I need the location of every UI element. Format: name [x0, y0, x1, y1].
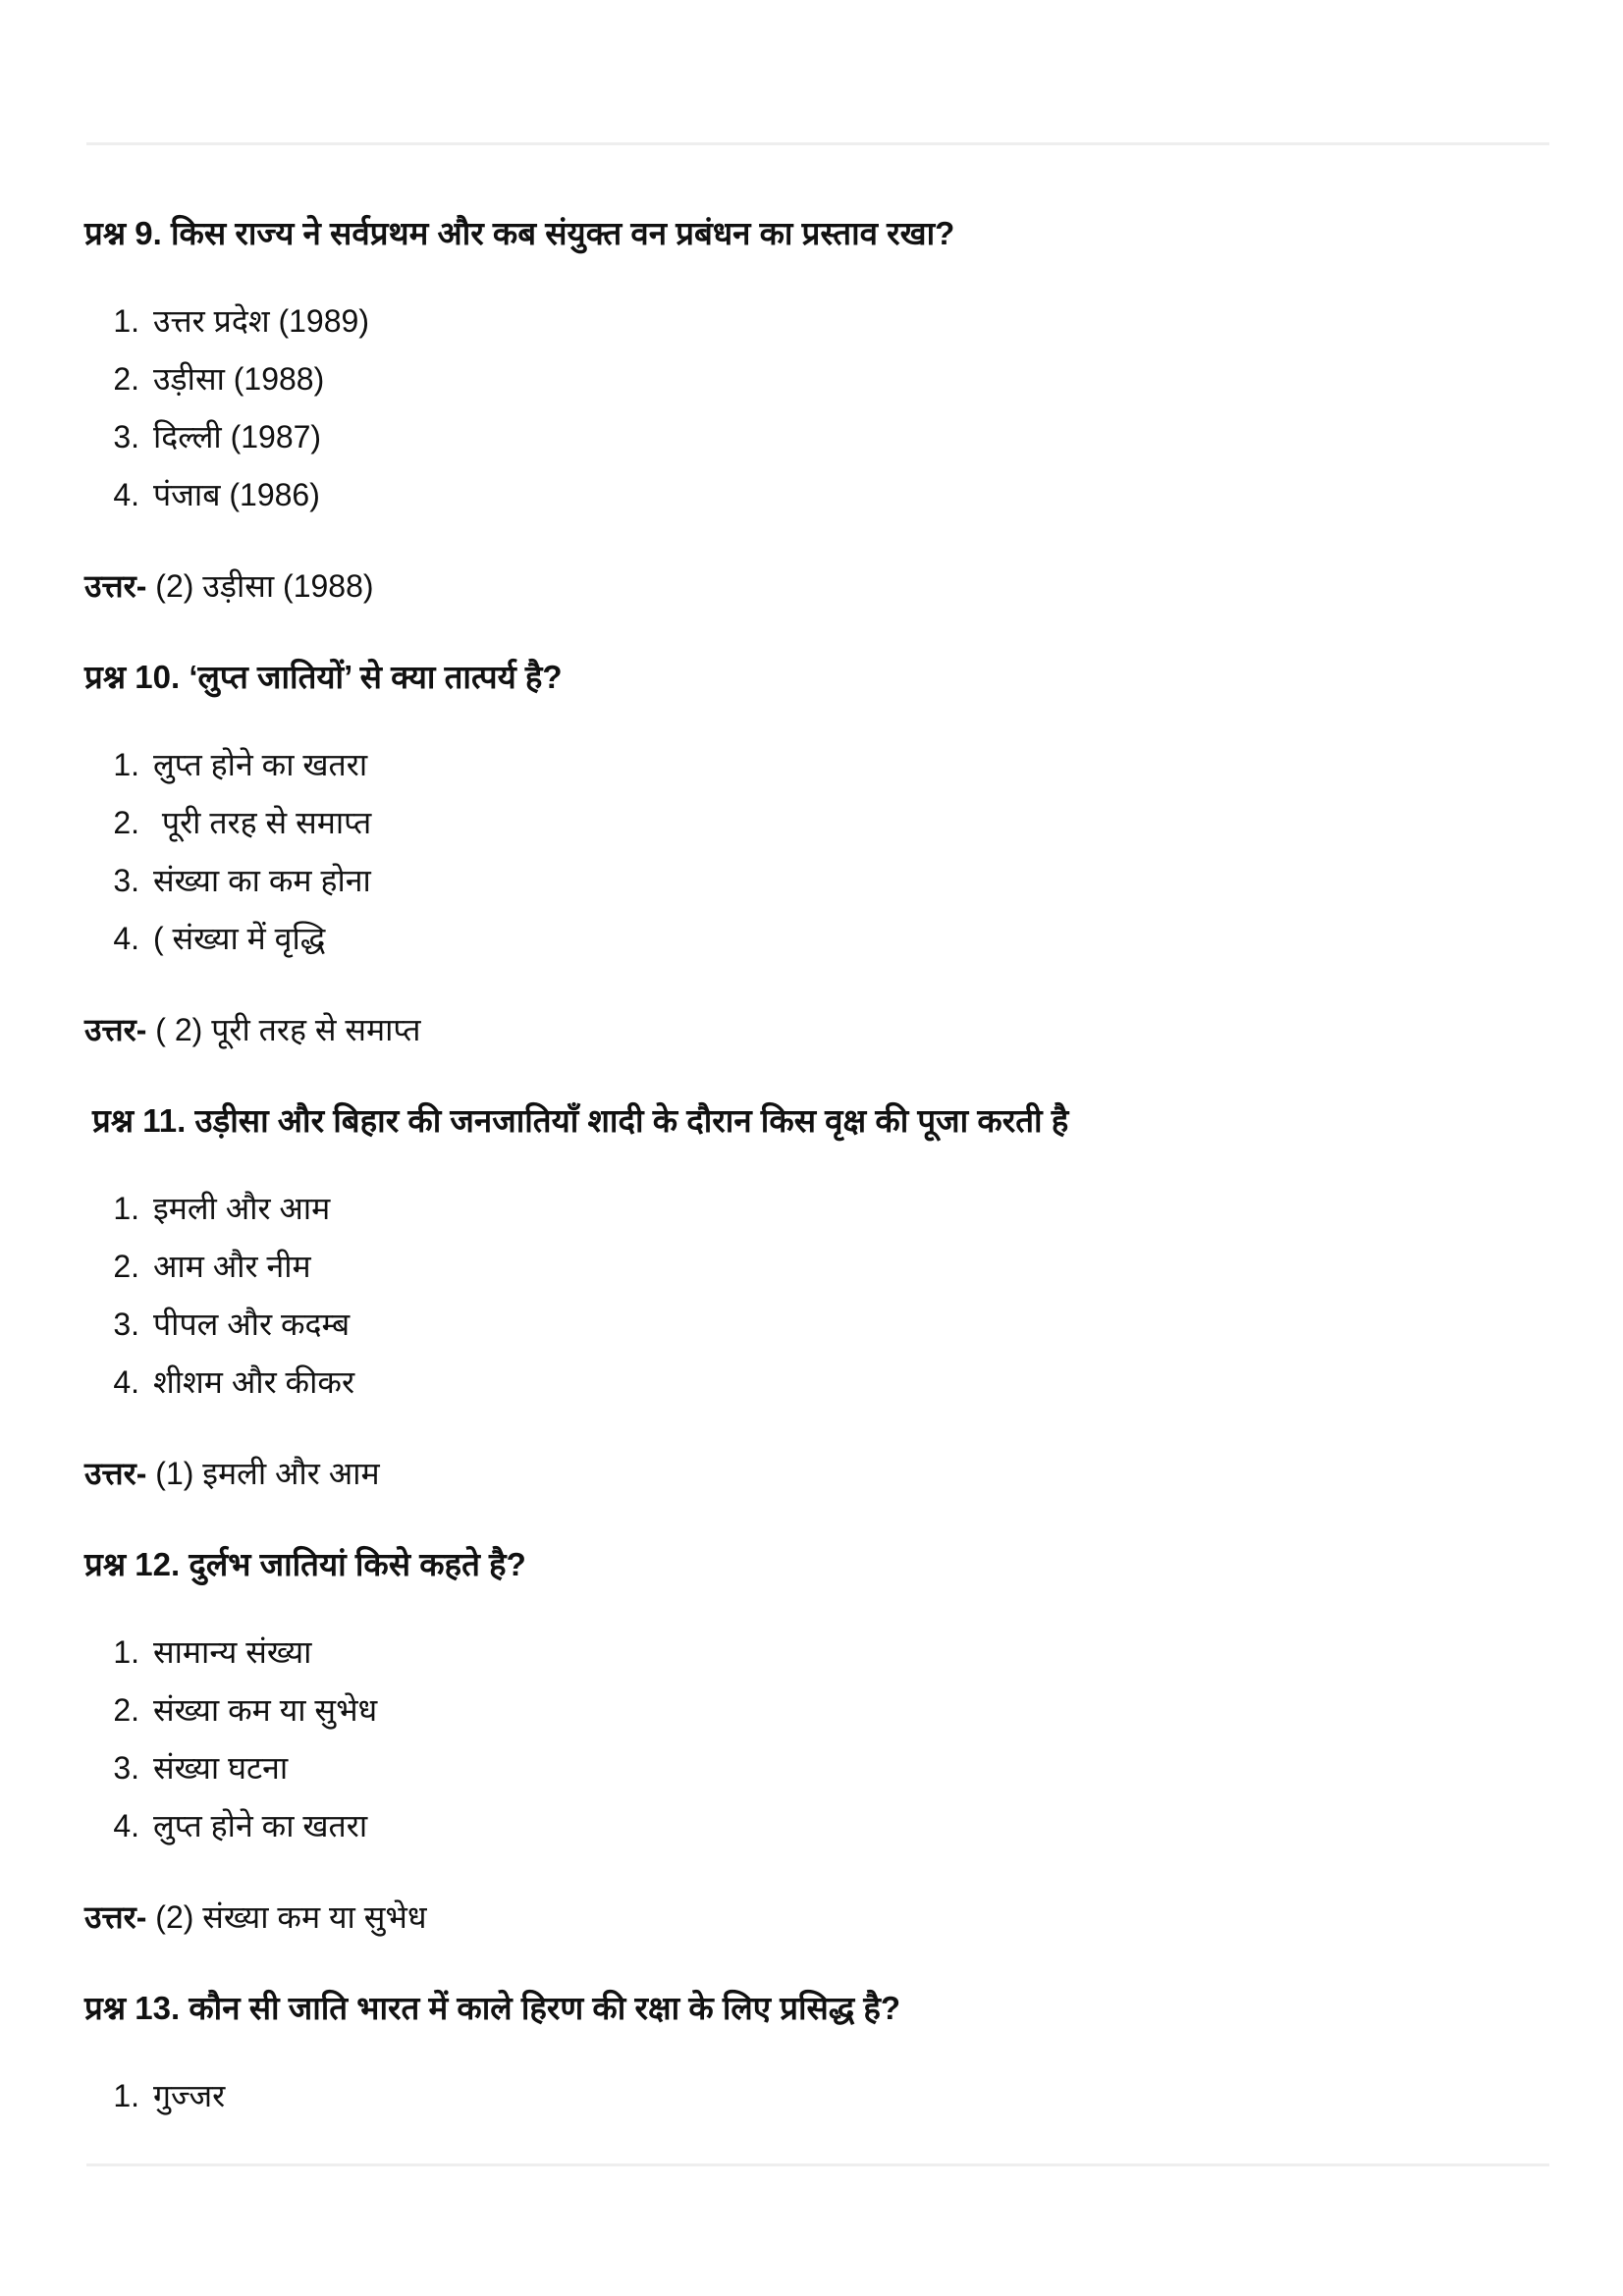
answer-label: उत्तर-	[84, 1899, 147, 1935]
question-title: प्रश्न 9. किस राज्य ने सर्वप्रथम और कब संयुक्त वन प्रबंधन का प्रस्ताव रखा?	[84, 215, 955, 251]
answer-label: उत्तर-	[84, 1012, 147, 1047]
option-text: उत्तर प्रदेश (1989)	[153, 303, 369, 339]
option-number: 2.	[113, 1692, 139, 1728]
option-item	[84, 408, 1538, 466]
option-number: 2.	[113, 361, 139, 397]
option-number: 1.	[113, 303, 139, 339]
option-number: 1.	[113, 747, 139, 782]
option-item	[84, 1797, 1538, 1855]
answer	[84, 1889, 1538, 1947]
option-text: संख्या कम या सुभेध	[153, 1692, 378, 1728]
question-12	[84, 1535, 1538, 1947]
question-title: प्रश्न 13. कौन सी जाति भारत में काले हिरण की रक्षा के लिए प्रसिद्ध है?	[84, 1990, 901, 2026]
answer-label: उत्तर-	[84, 568, 147, 604]
option-number: 4.	[113, 1808, 139, 1843]
option-item	[84, 1739, 1538, 1797]
option-item	[84, 1682, 1538, 1739]
option-number: 3.	[113, 863, 139, 898]
option-text: पंजाब (1986)	[153, 477, 320, 512]
option-number: 1.	[113, 2078, 139, 2113]
option-text: पीपल और कदम्ब	[153, 1307, 351, 1342]
question-9	[84, 204, 1538, 615]
option-item	[84, 1180, 1538, 1238]
option-number: 3.	[113, 419, 139, 454]
option-text: संख्या का कम होना	[153, 863, 371, 898]
option-number: 4.	[113, 1364, 139, 1400]
option-text: लुप्त होने का खतरा	[153, 747, 368, 782]
options-list	[84, 1624, 1538, 1855]
answer-label: उत्तर-	[84, 1456, 147, 1491]
options-list	[84, 736, 1538, 968]
option-item	[84, 794, 1538, 852]
option-item	[84, 293, 1538, 350]
question-10	[84, 648, 1538, 1059]
option-number: 2.	[113, 1249, 139, 1284]
question-13	[84, 1979, 1538, 2125]
question-title: प्रश्न 12. दुर्लभ जातियां किसे कहते है?	[84, 1546, 526, 1582]
option-number: 1.	[113, 1191, 139, 1226]
option-number: 4.	[113, 477, 139, 512]
option-number: 3.	[113, 1307, 139, 1342]
option-item	[84, 910, 1538, 968]
options-list	[84, 293, 1538, 524]
option-text: उड़ीसा (1988)	[153, 361, 325, 397]
option-text: लुप्त होने का खतरा	[153, 1808, 368, 1843]
answer-text: (1) इमली और आम	[146, 1456, 380, 1491]
answer	[84, 1001, 1538, 1059]
options-list	[84, 2067, 1538, 2125]
answer-text: (2) संख्या कम या सुभेध	[146, 1899, 427, 1935]
option-item	[84, 466, 1538, 524]
answer	[84, 558, 1538, 615]
option-text: आम और नीम	[153, 1249, 311, 1284]
option-text: संख्या घटना	[153, 1750, 289, 1786]
option-item	[84, 852, 1538, 910]
quiz-content	[84, 204, 1538, 2125]
top-divider	[86, 142, 1549, 145]
option-item	[84, 1238, 1538, 1296]
option-item	[84, 350, 1538, 408]
answer-text: (2) उड़ीसा (1988)	[146, 568, 374, 604]
option-text: पूरी तरह से समाप्त	[153, 805, 372, 840]
question-title: प्रश्न 10. ‘लुप्त जातियों’ से क्या तात्पर्य है?	[84, 659, 563, 695]
option-item	[84, 736, 1538, 794]
answer	[84, 1445, 1538, 1503]
bottom-divider	[86, 2163, 1549, 2166]
option-text: सामान्य संख्या	[153, 1634, 312, 1670]
question-11	[84, 1092, 1538, 1503]
option-number: 2.	[113, 805, 139, 840]
option-number: 4.	[113, 921, 139, 956]
option-item	[84, 1296, 1538, 1354]
option-item	[84, 1624, 1538, 1682]
option-text: ( संख्या में वृद्धि	[153, 921, 326, 956]
options-list	[84, 1180, 1538, 1412]
option-item	[84, 1354, 1538, 1412]
answer-text: ( 2) पूरी तरह से समाप्त	[146, 1012, 421, 1047]
option-text: इमली और आम	[153, 1191, 331, 1226]
option-number: 1.	[113, 1634, 139, 1670]
option-item	[84, 2067, 1538, 2125]
option-number: 3.	[113, 1750, 139, 1786]
option-text: गुज्जर	[153, 2078, 226, 2113]
question-title: प्रश्न 11. उड़ीसा और बिहार की जनजातियाँ शादी के दौरान किस वृक्ष की पूजा करती है	[92, 1102, 1069, 1139]
option-text: दिल्ली (1987)	[153, 419, 322, 454]
option-text: शीशम और कीकर	[153, 1364, 355, 1400]
